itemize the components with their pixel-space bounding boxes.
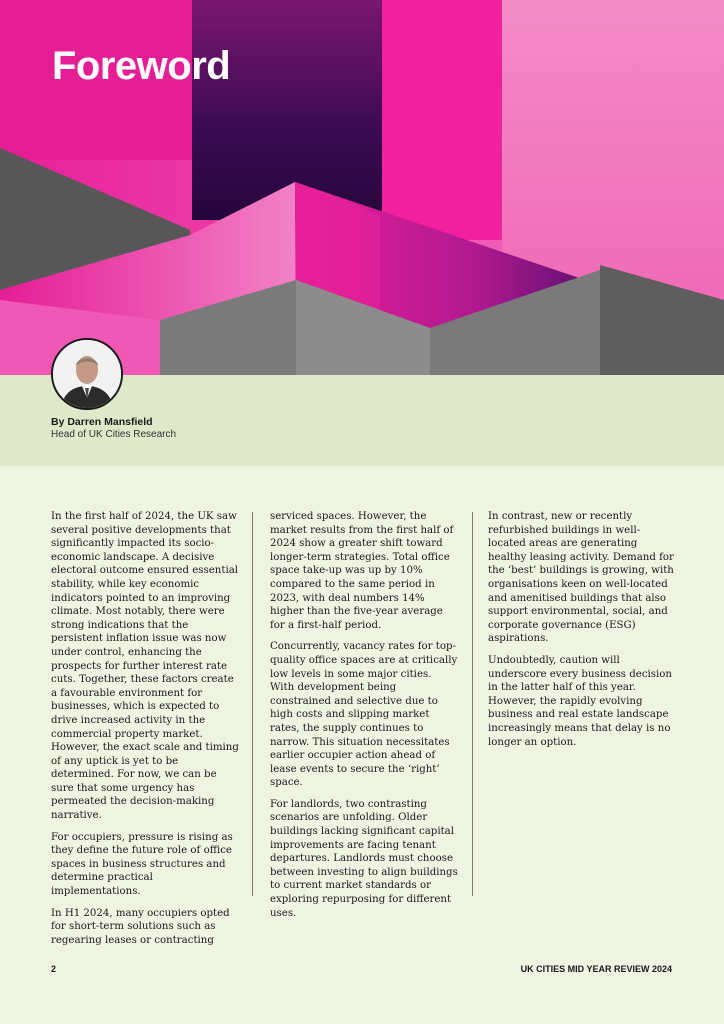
author-name: By Darren Mansfield bbox=[51, 416, 153, 428]
paragraph: Concurrently, vacancy rates for top-quality office spaces are at critically low levels in some major cities. With development being constrained and selective due to high costs and slipping market rates, the supply continues to narrow. This situation necessitates earlier occupier action ahead of lease events to secure the ‘right’ space. bbox=[270, 641, 458, 789]
page-number: 2 bbox=[51, 964, 57, 974]
author-role: Head of UK Cities Research bbox=[51, 429, 177, 440]
text-column-1 bbox=[51, 510, 239, 955]
paragraph: In the first half of 2024, the UK saw several positive developments that significantly impacted its socio-economic landscape. A decisive electoral outcome ensured essential stability, while key economic indicators pointed to an improving climate. Most notably, there were strong indications that the persistent inflation issue was now under control, enhancing the prospects for further interest rate cuts. Together, these factors create a favourable environment for businesses, which is expected to drive increased activity in the commercial property market. However, the exact scale and timing of any uptick is yet to be determined. For now, we can be sure that some urgency has permeated the decision-making narrative. bbox=[51, 511, 239, 822]
running-title: UK CITIES MID YEAR REVIEW 2024 bbox=[520, 964, 672, 974]
text-column-2 bbox=[270, 510, 458, 928]
paragraph: In contrast, new or recently refurbished buildings in well-located areas are generating healthy leasing activity. Demand for the ‘best’ buildings is growing, with organisations keen on well-located and amenitised buildings that also support environmental, social, and corporate governance (ESG) aspirations. bbox=[488, 511, 674, 645]
person-portrait-icon bbox=[53, 340, 121, 408]
author-avatar bbox=[51, 338, 123, 410]
column-divider bbox=[472, 512, 473, 896]
column-divider bbox=[252, 512, 253, 896]
paragraph: Undoubtedly, caution will underscore every business decision in the latter half of this year. However, the rapidly evolving business and real estate landscape increasingly means that delay is no longer an option. bbox=[488, 654, 672, 748]
page-title: Foreword bbox=[52, 44, 231, 88]
paragraph: In H1 2024, many occupiers opted for short-term solutions such as regearing leases or contracting bbox=[51, 907, 230, 946]
paragraph: For landlords, two contrasting scenarios are unfolding. Older buildings lacking significant capital improvements are facing tenant departures. Landlords must choose between investing to align buildings to current market standards or exploring repurposing for different uses. bbox=[270, 798, 458, 919]
paragraph: For occupiers, pressure is rising as they define the future role of office spaces in business structures and determine practical implementations. bbox=[51, 831, 233, 898]
paragraph: serviced spaces. However, the market results from the first half of 2024 show a greater shift toward longer-term strategies. Total office space take-up was up by 10% compared to the same period in 2023, with deal numbers 14% higher than the five-year average for a first-half period. bbox=[270, 511, 454, 631]
text-column-3 bbox=[488, 510, 676, 757]
